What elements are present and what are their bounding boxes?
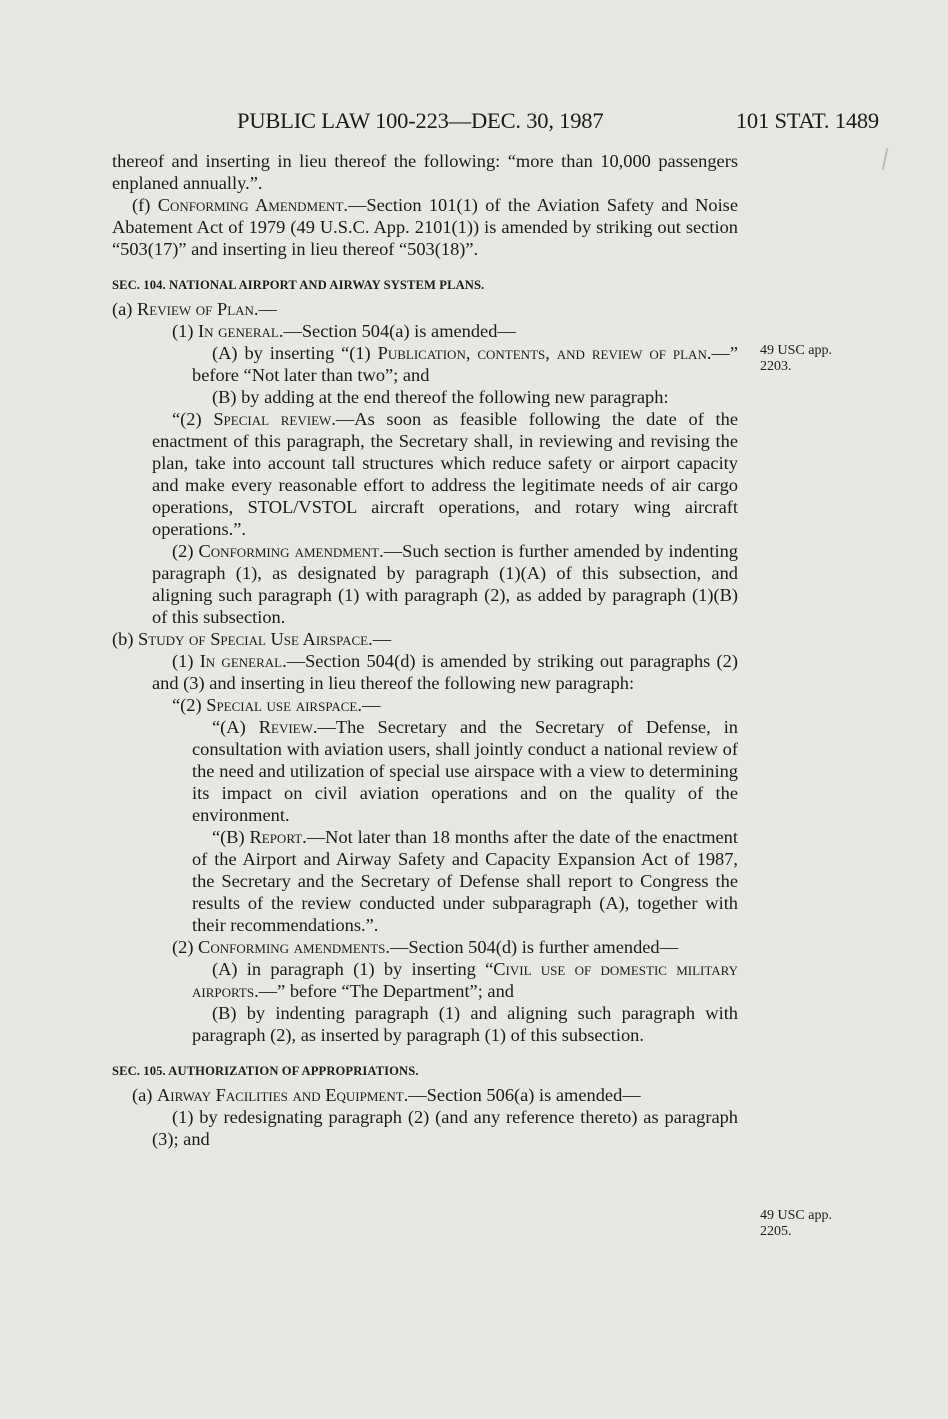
para-lead: (A) in paragraph (1) by inserting “ bbox=[212, 959, 494, 979]
section-104-heading: SEC. 104. NATIONAL AIRPORT AND AIRWAY SYSTEM PLANS. bbox=[112, 278, 485, 292]
para-text: .— bbox=[368, 629, 392, 649]
paragraph-continuation: thereof and inserting in lieu thereof the following: “more than 10,000 passengers enplaned annually.”. bbox=[112, 151, 738, 193]
para-text: .—Section 504(d) is further amended— bbox=[385, 937, 679, 957]
document-body bbox=[112, 150, 738, 1150]
para-heading: Civil use of domestic military airports bbox=[192, 959, 738, 1001]
quoted-special-review bbox=[112, 408, 738, 540]
para-lead: (2) bbox=[172, 937, 199, 957]
para-heading: Airway Facilities and Equipment bbox=[157, 1085, 404, 1105]
para-lead: (1) bbox=[172, 651, 200, 671]
quoted-report bbox=[112, 826, 738, 936]
para-text: .—Section 504(a) is amended— bbox=[278, 321, 516, 341]
subparagraph-aA bbox=[112, 342, 738, 386]
para-text: .—Not later than 18 months after the date of the enactment of the Airport and Airway Safety and Capacity Expansion Act of 1987, the Secretary and the Secretary of Defense shall report to Congress the results of the review conducted under subparagraph (A), together with their recommendations.”. bbox=[192, 827, 738, 935]
margin-note-line: 2205. bbox=[760, 1224, 792, 1239]
para-heading: Special use airspace bbox=[206, 695, 358, 715]
paragraph-b2 bbox=[112, 936, 738, 958]
subsection-airway-facilities bbox=[112, 1084, 738, 1106]
scan-artifact bbox=[882, 148, 889, 170]
para-lead: “(2) bbox=[172, 409, 214, 429]
para-text: .—Such section is further amended by indenting paragraph (1), as designated by paragraph (1)(A) of this subsection, and aligning such paragraph (1) with paragraph (2), as added by paragraph (1)(B) of this subsection. bbox=[152, 541, 738, 627]
margin-note-2203 bbox=[760, 343, 870, 375]
para-heading: Study of Special Use Airspace bbox=[138, 629, 369, 649]
paragraph-c1: (1) by redesignating paragraph (2) (and any reference thereto) as paragraph (3); and bbox=[152, 1107, 738, 1149]
para-heading: In general bbox=[198, 321, 279, 341]
para-text: .—Section 506(a) is amended— bbox=[403, 1085, 641, 1105]
para-heading: Conforming amendments bbox=[198, 937, 386, 957]
paragraph-b1 bbox=[112, 650, 738, 694]
para-heading: Report bbox=[249, 827, 303, 847]
para-lead: (1) bbox=[172, 321, 199, 341]
para-heading: Conforming Amendment bbox=[157, 195, 344, 215]
para-text: .—Section 101(1) of the Aviation Safety and Noise Abatement Act of 1979 (49 U.S.C. App. 2101(1)) is amended by striking out section “503(17)” and inserting in lieu thereof “503(18)”. bbox=[112, 195, 738, 259]
margin-note-line: 49 USC app. bbox=[760, 343, 832, 358]
para-text: .—As soon as feasible following the date of the enactment of this paragraph, the Secretary shall, in reviewing and revising the plan, take into account tall structures which reduce safety or airport capacity and make every reasonable effort to address the legitimate needs of air cargo operations, STOL/VSTOL aircraft operations, and rotary wing aircraft operations.”. bbox=[152, 409, 738, 539]
paragraph-f-conforming bbox=[112, 194, 738, 260]
para-lead: “(2) bbox=[172, 695, 207, 715]
para-text: .—Section 504(d) is amended by striking out paragraphs (2) and (3) and inserting in lieu thereof the following new paragraph: bbox=[152, 651, 738, 693]
para-lead: (2) bbox=[172, 541, 199, 561]
paragraph-a2 bbox=[112, 540, 738, 628]
para-heading: Special review bbox=[213, 409, 332, 429]
subparagraph-b2A bbox=[112, 958, 738, 1002]
subparagraph-b2B: (B) by indenting paragraph (1) and aligning such paragraph with paragraph (2), as inserted by paragraph (1) of this subsection. bbox=[192, 1003, 738, 1045]
subparagraph-aB: (B) by adding at the end thereof the following new paragraph: bbox=[212, 387, 669, 407]
section-105-heading: SEC. 105. AUTHORIZATION OF APPROPRIATIONS. bbox=[112, 1064, 419, 1078]
para-heading: Publication, contents, and review of plan bbox=[377, 343, 707, 363]
paragraph-a1 bbox=[112, 320, 738, 342]
para-text: .— bbox=[253, 299, 277, 319]
para-lead: “(A) bbox=[212, 717, 259, 737]
page-header bbox=[237, 108, 879, 142]
para-lead: (A) by inserting “(1) bbox=[212, 343, 378, 363]
header-title: PUBLIC LAW 100-223—DEC. 30, 1987 bbox=[237, 108, 604, 133]
header-page-number: 101 STAT. 1489 bbox=[735, 108, 879, 133]
quoted-review bbox=[112, 716, 738, 826]
para-lead: (f) bbox=[132, 195, 158, 215]
para-text: .—” before “Not later than two”; and bbox=[192, 343, 738, 385]
quoted-special-use-airspace bbox=[112, 694, 738, 716]
para-heading: In general bbox=[199, 651, 283, 671]
subsection-a bbox=[112, 298, 738, 320]
margin-note-line: 49 USC app. bbox=[760, 1208, 832, 1223]
para-heading: Conforming amendment bbox=[198, 541, 380, 561]
para-text: .—The Secretary and the Secretary of Defense, in consultation with aviation users, shall jointly conduct a national review of the need and utilization of special use airspace with a view to determining its impact on civil aviation operations and on the quality of the environment. bbox=[192, 717, 738, 825]
para-text: .—” before “The Department”; and bbox=[254, 981, 514, 1001]
para-lead: (a) bbox=[132, 1085, 158, 1105]
para-heading: Review of Plan bbox=[137, 299, 254, 319]
para-lead: “(B) bbox=[212, 827, 250, 847]
subsection-b bbox=[112, 628, 738, 650]
margin-note-line: 2203. bbox=[760, 359, 792, 374]
para-lead: (b) bbox=[112, 629, 139, 649]
margin-note-2205 bbox=[760, 1208, 870, 1240]
para-lead: (a) bbox=[112, 299, 138, 319]
para-heading: Review bbox=[258, 717, 313, 737]
para-text: .— bbox=[357, 695, 381, 715]
